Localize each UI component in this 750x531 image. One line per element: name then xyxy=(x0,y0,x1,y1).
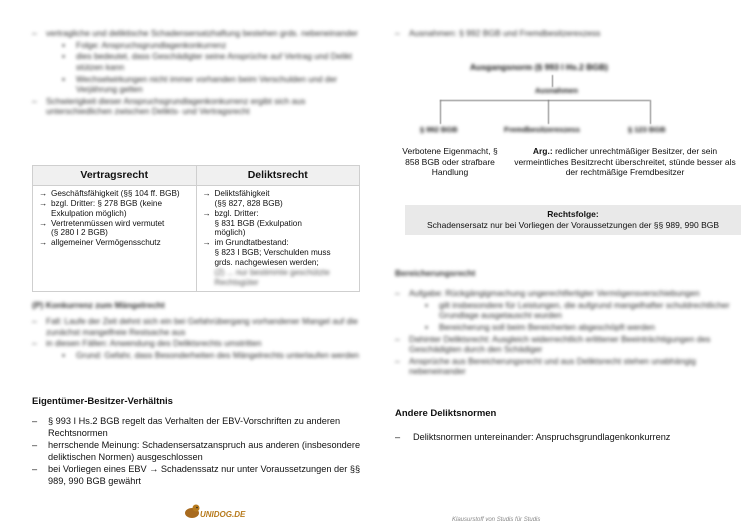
left-top-section xyxy=(32,28,362,118)
table-cell-line: (§ 280 I 2 BGB) xyxy=(51,228,108,238)
list-item: ▪ Folge: Anspruchsgrundlagenkonkurrenz xyxy=(62,39,227,50)
vertragsrecht-column xyxy=(33,186,197,291)
footer-tagline: Klausurstoff von Studis für Studis xyxy=(452,517,541,523)
blurred-cell-line: (2) ... nur bestimmte geschützte xyxy=(214,267,330,277)
list-item: ▪ Grund: Gefahr, dass Besonderheiten des Mängelrechts unterlaufen werden xyxy=(62,349,360,360)
table-cell-line: → allgemeiner Vermögensschutz xyxy=(39,238,161,248)
verbotene-eigenmacht-text: Verbotene Eigenmacht, § 858 BGB oder strafbare Handlung xyxy=(402,146,498,178)
table-cell-line: → Vertretenmüssen wird vermutet xyxy=(39,218,165,228)
table-cell-line: (§§ 827, 828 BGB) xyxy=(214,198,283,208)
diagram-middle: Ausnahmen xyxy=(535,86,578,95)
ebv-list-item: – § 993 I Hs.2 BGB regelt das Verhalten der EBV-Vorschriften zu anderen Rechtsnormen xyxy=(32,416,341,438)
exceptions-line: Ausnahmen: § 992 BGB und Fremdbesitzerexzess xyxy=(409,28,601,38)
maengelrecht-heading: (P) Konkurrenz zum Mängelrecht xyxy=(32,300,165,310)
list-item: ▪ Wechselwirkungen nicht immer vorhanden beim Verschulden und der Verjährung gelten xyxy=(62,73,338,95)
list-item: – Dahinter Deliktsrecht: Ausgleich widerrechtlich erlittener Beeinträchtigungen des Geschädigten durch den Schädiger xyxy=(395,333,711,355)
list-item: ▪ dies bedeutet, dass Geschädigter seine Ansprüche auf Vertrag und Delikt stützen kann xyxy=(62,51,352,72)
andere-deliktsnormen-heading: Andere Deliktsnormen xyxy=(395,408,497,419)
table-cell-line: → bzgl. Dritter: § 278 BGB (keine xyxy=(39,198,163,208)
rechtsfolge-text: Schadensersatz nur bei Vorliegen der Voraussetzungen der §§ 989, 990 BGB xyxy=(426,219,720,230)
blurred-cell-line: Rechtsgüter xyxy=(214,277,259,287)
ebv-list-item: – herrschende Meinung: Schadensersatzanspruch aus anderen (insbesondere deliktischen Normen) ausgeschlossen xyxy=(32,440,361,462)
arg-label: Arg.: xyxy=(532,146,553,156)
node-992: § 992 BGB xyxy=(420,125,458,134)
table-cell-line: → bzgl. Dritter: xyxy=(202,208,259,218)
table-cell-line: § 831 BGB (Exkulpation xyxy=(214,218,302,228)
diagram-title: Ausgangsnorm (§ 993 I Hs.2 BGB) xyxy=(470,62,608,72)
argument-text xyxy=(510,146,740,178)
ebv-heading: Eigentümer-Besitzer-Verhältnis xyxy=(32,396,173,407)
table-cell-line: grds. nachgewiesen werden; xyxy=(214,257,319,267)
andere-deliktsnormen-list: – Deliktsnormen untereinander: Anspruchsgrundlagenkonkurrenz xyxy=(395,432,671,442)
list-item: – Aufgabe: Rückgängigmachung ungerechtfertigter Vermögensverschiebungen xyxy=(395,288,700,298)
list-item: – Ansprüche aus Bereicherungsrecht und aus Deliktsrecht stehen unabhängig nebeneinander xyxy=(395,355,696,377)
list-item: – Schwierigkeit dieser Anspruchsgrundlagenkonkurrenz ergibt sich aus unterschiedlichen zwischen Delikts- und Vertragsrecht xyxy=(32,95,306,117)
list-item: ▪ Bereicherung soll beim Bereicherten abgeschöpft werden xyxy=(425,321,655,332)
arg-body: redlicher unrechtmäßiger Besitzer, der sein vermeintliches Besitzrecht überschreitet, stünde besser als der rechtmäßige Fremdbesitzer xyxy=(514,146,736,178)
table-cell-line: → im Grundtatbestand: xyxy=(202,238,289,248)
list-item: ▪ gilt insbesondere für Leistungen, die aufgrund mangelhafter schuldrechtlicher Grundlage ausgetauscht wurden xyxy=(425,299,730,321)
comparison-table xyxy=(32,165,360,292)
table-cell-line: → Geschäftsfähigkeit (§§ 104 ff. BGB) xyxy=(39,189,180,198)
maengelrecht-section xyxy=(32,300,362,362)
table-cell-line: möglich) xyxy=(214,228,246,238)
header-deliktsrecht: Deliktsrecht xyxy=(247,169,308,181)
ebv-list-item: – bei Vorliegen eines EBV → Schadenssatz nur unter Voraussetzungen der §§ 989, 990 BGB gewährt xyxy=(32,464,361,486)
list-item: – in diesen Fällen: Anwendung des Deliktsrechts umstritten xyxy=(32,338,262,349)
dog-logo-icon xyxy=(183,503,201,519)
right-top-section: – Ausnahmen: § 992 BGB und Fremdbesitzerexzess xyxy=(395,28,601,38)
table-cell-line: § 823 I BGB; Verschulden muss xyxy=(214,248,331,258)
ebv-list xyxy=(32,416,362,488)
table-cell-line: Exkulpation möglich) xyxy=(51,208,127,218)
rechtsfolge-box xyxy=(405,205,741,235)
footer-logo: UNIDOG.DE xyxy=(200,510,246,519)
deliktsrecht-column xyxy=(197,186,360,291)
bereicherungsrecht-heading: Bereicherungsrecht xyxy=(395,268,476,278)
node-fremdbesitzerexzess: Fremdbesitzerexzess xyxy=(504,125,580,134)
node-123: § 123 BGB xyxy=(628,125,666,134)
bereicherungsrecht-section xyxy=(395,268,745,378)
list-item: – vertragliche und deliktische Schadensersatzhaftung bestehen grds. nebeneinander xyxy=(32,28,358,38)
header-vertragsrecht: Vertragsrecht xyxy=(33,166,197,185)
table-cell-line: → Deliktsfähigkeit xyxy=(202,189,270,198)
table-header xyxy=(33,166,359,186)
adn-line: Deliktsnormen untereinander: Anspruchsgrundlagenkonkurrenz xyxy=(413,432,671,442)
list-item: – Fall: Laufe der Zeit dehnt sich ein bei Gefahrübergang vorhandener Mangel auf die zunächst mangelfreie Restsache aus xyxy=(32,316,358,337)
rechtsfolge-title: Rechtsfolge: xyxy=(547,209,599,219)
